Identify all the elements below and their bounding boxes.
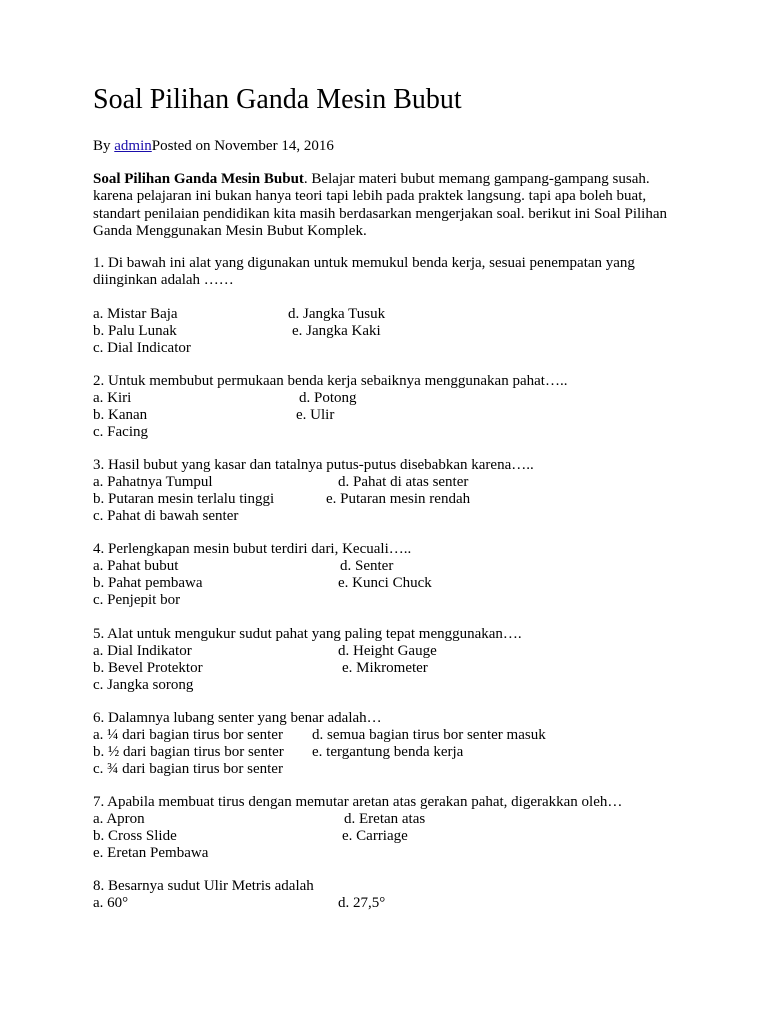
question-stem: 3. Hasil bubut yang kasar dan tatalnya putus-putus disebabkan karena….. [93,457,534,473]
question-2 [93,373,713,441]
question-stem: 1. Di bawah ini alat yang digunakan untuk memukul benda kerja, sesuai penempatan yang diinginkan adalah …… [93,255,635,288]
option: b. Palu Lunak [93,323,177,339]
option: b. Cross Slide [93,828,177,844]
option: d. Pahat di atas senter [338,474,469,490]
option: e. tergantung benda kerja [312,744,464,760]
author-link[interactable]: admin [114,138,152,154]
option: a. Mistar Baja [93,306,178,322]
question-4 [93,541,713,609]
question-7 [93,794,713,862]
byline [93,138,334,155]
option: b. Kanan [93,407,148,423]
question-stem: 5. Alat untuk mengukur sudut pahat yang paling tepat menggunakan…. [93,626,522,642]
question-stem: 4. Perlengkapan mesin bubut terdiri dari, Kecuali….. [93,541,412,557]
option: e. Ulir [296,407,335,423]
option: b. ½ dari bagian tirus bor senter [93,744,284,760]
question-8 [93,878,713,912]
option: c. Facing [93,424,148,440]
option: a. Kiri [93,390,132,406]
question-5 [93,626,713,694]
option: d. Jangka Tusuk [288,306,386,322]
option: e. Kunci Chuck [338,575,432,591]
option: c. Jangka sorong [93,677,194,693]
option: b. Pahat pembawa [93,575,203,591]
intro-text: . Belajar materi bubut memang gampang-gampang susah. karena pelajaran ini bukan hanya teori tapi lebih pada praktek langsung. tapi apa boleh buat, standart penilaian pendidikan kita masih berdasarkan mengerjakan soal. berikut ini Soal Pilihan Ganda Menggunakan Mesin Bubut Komplek. [93,171,668,239]
option: b. Putaran mesin terlalu tinggi [93,491,275,507]
option: a. Dial Indikator [93,643,192,659]
question-stem: 6. Dalamnya lubang senter yang benar adalah… [93,710,382,726]
option: e. Carriage [342,828,408,844]
option: a. Pahat bubut [93,558,179,574]
option: e. Eretan Pembawa [93,845,209,861]
question-stem: 2. Untuk membubut permukaan benda kerja sebaiknya menggunakan pahat….. [93,373,568,389]
question-3 [93,457,713,525]
option: e. Mikrometer [342,660,428,676]
option: d. Potong [299,390,357,406]
option: d. Eretan atas [344,811,426,827]
option: b. Bevel Protektor [93,660,203,676]
intro-bold: Soal Pilihan Ganda Mesin Bubut [93,171,304,187]
option: e. Jangka Kaki [292,323,381,339]
option: c. Penjepit bor [93,592,181,608]
question-stem: 7. Apabila membuat tirus dengan memutar aretan atas gerakan pahat, digerakkan oleh… [93,794,623,810]
byline-prefix: By [93,138,115,154]
option: a. Pahatnya Tumpul [93,474,213,490]
question-1 [93,255,713,357]
option: d. 27,5° [338,895,386,911]
posted-date: Posted on November 14, 2016 [151,138,334,154]
option: c. Dial Indicator [93,340,191,356]
option: d. semua bagian tirus bor senter masuk [312,727,546,743]
page-title: Soal Pilihan Ganda Mesin Bubut [93,84,462,115]
option: a. ¼ dari bagian tirus bor senter [93,727,283,743]
intro-paragraph [93,171,693,240]
option: c. ¾ dari bagian tirus bor senter [93,761,283,777]
option: a. 60° [93,895,129,911]
option: d. Height Gauge [338,643,437,659]
option: d. Senter [340,558,394,574]
question-stem: 8. Besarnya sudut Ulir Metris adalah [93,878,314,894]
option: a. Apron [93,811,145,827]
option: c. Pahat di bawah senter [93,508,239,524]
question-6 [93,710,713,778]
option: e. Putaran mesin rendah [326,491,471,507]
